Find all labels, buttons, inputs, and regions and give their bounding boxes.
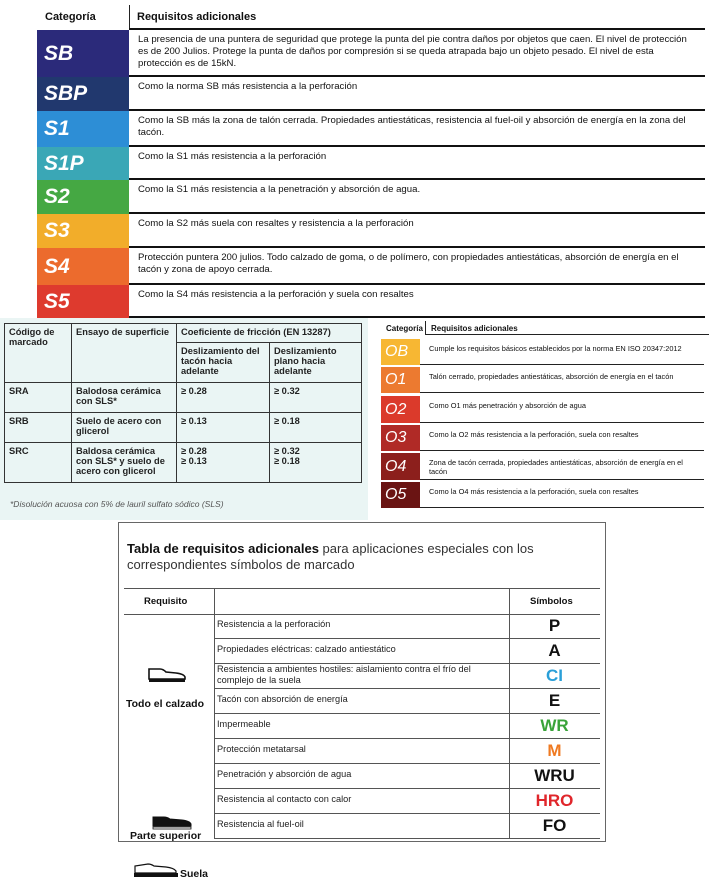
- col-test-header: Ensayo de superficie: [72, 324, 177, 383]
- category-description: Como O1 más penetración y absorción de agua: [429, 401, 586, 410]
- category-code: O1: [381, 367, 420, 393]
- header-requirements: Requisitos adicionales: [137, 11, 257, 23]
- s-category-row: [37, 180, 705, 214]
- s-category-row: [37, 285, 705, 318]
- requirement-text: Resistencia a ambientes hostiles: aislamiento contra el frío del complejo de la suela: [217, 664, 471, 685]
- requirement-text: Penetración y absorción de agua: [217, 769, 352, 779]
- requirement-text: Protección metatarsal: [217, 744, 306, 754]
- col-heel-header: Deslizamiento del tacón hacia adelante: [177, 342, 270, 382]
- symbol-row: [214, 738, 600, 764]
- category-code: O4: [381, 453, 420, 480]
- row-test: Balodosa cerámica con SLS*: [72, 383, 177, 413]
- divider: [509, 588, 510, 838]
- shoe-sole-icon: [132, 863, 180, 879]
- marking-symbol: CI: [546, 666, 563, 685]
- o-category-row: [381, 425, 704, 451]
- marking-symbol: M: [547, 741, 562, 760]
- category-code: S2: [37, 180, 129, 214]
- o-category-row: [381, 396, 704, 423]
- row-test: Suelo de acero con glicerol: [72, 413, 177, 443]
- symbol-row: [214, 688, 600, 714]
- category-description: La presencia de una puntera de seguridad que protege la punta del pie contra daños por objetos que caen. El nivel de protección es de 200 Julios. Protege la punta de daños por compresión si se queda atrapada bajo un objeto pesado. El nivel de esta protección es de 15kN.: [138, 34, 687, 69]
- category-description: Como la S2 más suela con resaltes y resistencia a la perforación: [138, 218, 414, 229]
- marking-symbol: E: [548, 691, 561, 710]
- col-coef-header: Coeficiente de fricción (EN 13287): [177, 324, 362, 343]
- symbol-row: [214, 788, 600, 814]
- o-category-row: [381, 482, 704, 508]
- o-category-table: [372, 318, 709, 518]
- s-category-row: [37, 111, 705, 147]
- requirement-text: Resistencia a la perforación: [217, 619, 331, 629]
- category-code: SBP: [37, 77, 129, 111]
- marking-symbol: FO: [542, 816, 567, 835]
- marking-symbol: WRU: [534, 766, 575, 785]
- s-category-row: [37, 30, 705, 77]
- requirement-text: Tacón con absorción de energía: [217, 694, 348, 704]
- marking-symbol: A: [548, 641, 561, 660]
- symbol-row: [214, 638, 600, 664]
- category-description: Zona de tacón cerrada, propiedades antiestáticas, absorción de energía en el tacón: [429, 458, 683, 476]
- category-description: Como la norma SB más resistencia a la perforación: [138, 81, 358, 92]
- row-divider: [420, 422, 704, 423]
- header-row: [124, 588, 600, 615]
- col-flat-header: Deslizamiento plano hacia adelante: [270, 342, 362, 382]
- shoe-icon: [146, 666, 188, 684]
- marking-symbol: WR: [540, 716, 569, 735]
- requirement-text: Impermeable: [217, 719, 271, 729]
- category-code: S1: [37, 111, 129, 147]
- row-heel: ≥ 0.28: [177, 383, 270, 413]
- row-flat: ≥ 0.32 ≥ 0.18: [270, 443, 362, 483]
- group-upper: Parte superior: [130, 830, 202, 842]
- s-category-row: [37, 248, 705, 285]
- group-sole: Suela: [180, 868, 209, 880]
- row-divider: [420, 364, 704, 365]
- o-category-row: [381, 339, 704, 365]
- s-category-row: [37, 147, 705, 180]
- header-category: Categoría: [45, 11, 96, 23]
- slip-resistance-table: [0, 318, 368, 520]
- category-description: Como la O2 más resistencia a la perforación, suela con resaltes: [429, 430, 639, 439]
- col-code-header: Código de marcado: [5, 324, 72, 383]
- row-divider: [420, 392, 704, 393]
- symbol-row: [214, 663, 600, 689]
- header-divider: [129, 5, 130, 30]
- row-code: SRA: [5, 383, 72, 413]
- category-description: Cumple los requisitos básicos establecidos por la norma EN ISO 20347:2012: [429, 344, 682, 353]
- category-code: S1P: [37, 147, 129, 180]
- row-code: SRC: [5, 443, 72, 483]
- symbol-row: [214, 613, 600, 639]
- category-code: SB: [37, 30, 129, 77]
- header-category: Categoría: [386, 324, 423, 333]
- header-divider: [425, 321, 426, 335]
- row-heel: ≥ 0.28 ≥ 0.13: [177, 443, 270, 483]
- header-requirements: Requisitos adicionales: [431, 324, 518, 333]
- category-code: O3: [381, 425, 420, 451]
- category-code: OB: [381, 339, 420, 365]
- header-underline: [425, 334, 709, 335]
- row-test: Baldosa cerámica con SLS* y suelo de acero con glicerol: [72, 443, 177, 483]
- row-heel: ≥ 0.13: [177, 413, 270, 443]
- sls-footnote: *Disolución acuosa con 5% de lauril sulfato sódico (SLS): [10, 499, 224, 509]
- s-category-row: [37, 77, 705, 111]
- symbols-table: [118, 522, 606, 880]
- title-bold: Tabla de requisitos adicionales: [127, 541, 319, 556]
- table-title: [127, 541, 597, 573]
- header-requirement: Requisito: [144, 596, 188, 607]
- requirement-text: Resistencia al contacto con calor: [217, 794, 352, 804]
- row-divider: [420, 507, 704, 508]
- symbol-row: [214, 763, 600, 789]
- category-description: Como la SB más la zona de talón cerrada. Propiedades antiestáticas, resistencia al fuel-oil y absorción de energía en la zona del tacón.: [138, 115, 686, 138]
- row-code: SRB: [5, 413, 72, 443]
- category-code: S4: [37, 248, 129, 285]
- o-category-row: [381, 367, 704, 393]
- group-all-footwear: Todo el calzado: [126, 698, 204, 710]
- category-code: S3: [37, 214, 129, 248]
- s-category-table: [0, 0, 709, 318]
- category-description: Protección puntera 200 julios. Todo calzado de goma, o de polímero, con propiedades antiestáticas, absorción de energía en el tacón y zona de apoyo cerrada.: [138, 252, 679, 275]
- row-divider: [420, 479, 704, 480]
- row-divider: [420, 450, 704, 451]
- category-description: Como la S1 más resistencia a la penetración y absorción de agua.: [138, 184, 421, 195]
- category-code: S5: [37, 285, 129, 318]
- divider: [214, 588, 215, 838]
- category-code: O5: [381, 482, 420, 508]
- category-description: Talón cerrado, propiedades antiestáticas, absorción de energía en el tacón: [429, 372, 674, 381]
- shoe-upper-icon: [150, 816, 194, 830]
- symbol-row: [214, 813, 600, 839]
- requirement-text: Resistencia al fuel-oil: [217, 819, 304, 829]
- requirement-text: Propiedades eléctricas: calzado antiestático: [217, 644, 396, 654]
- category-description: Como la S1 más resistencia a la perforación: [138, 151, 327, 162]
- o-category-row: [381, 453, 704, 480]
- title-rest: para aplicaciones especiales con los correspondientes símbolos de marcado: [127, 541, 534, 572]
- category-description: Como la O4 más resistencia a la perforación, suela con resaltes: [429, 487, 639, 496]
- s-category-row: [37, 214, 705, 248]
- marking-symbol: HRO: [535, 791, 574, 810]
- row-flat: ≥ 0.18: [270, 413, 362, 443]
- category-code: O2: [381, 396, 420, 423]
- symbol-row: [214, 713, 600, 739]
- marking-symbol: P: [548, 616, 561, 635]
- category-description: Como la S4 más resistencia a la perforación y suela con resaltes: [138, 289, 414, 300]
- header-symbols: Símbolos: [530, 596, 573, 607]
- row-flat: ≥ 0.32: [270, 383, 362, 413]
